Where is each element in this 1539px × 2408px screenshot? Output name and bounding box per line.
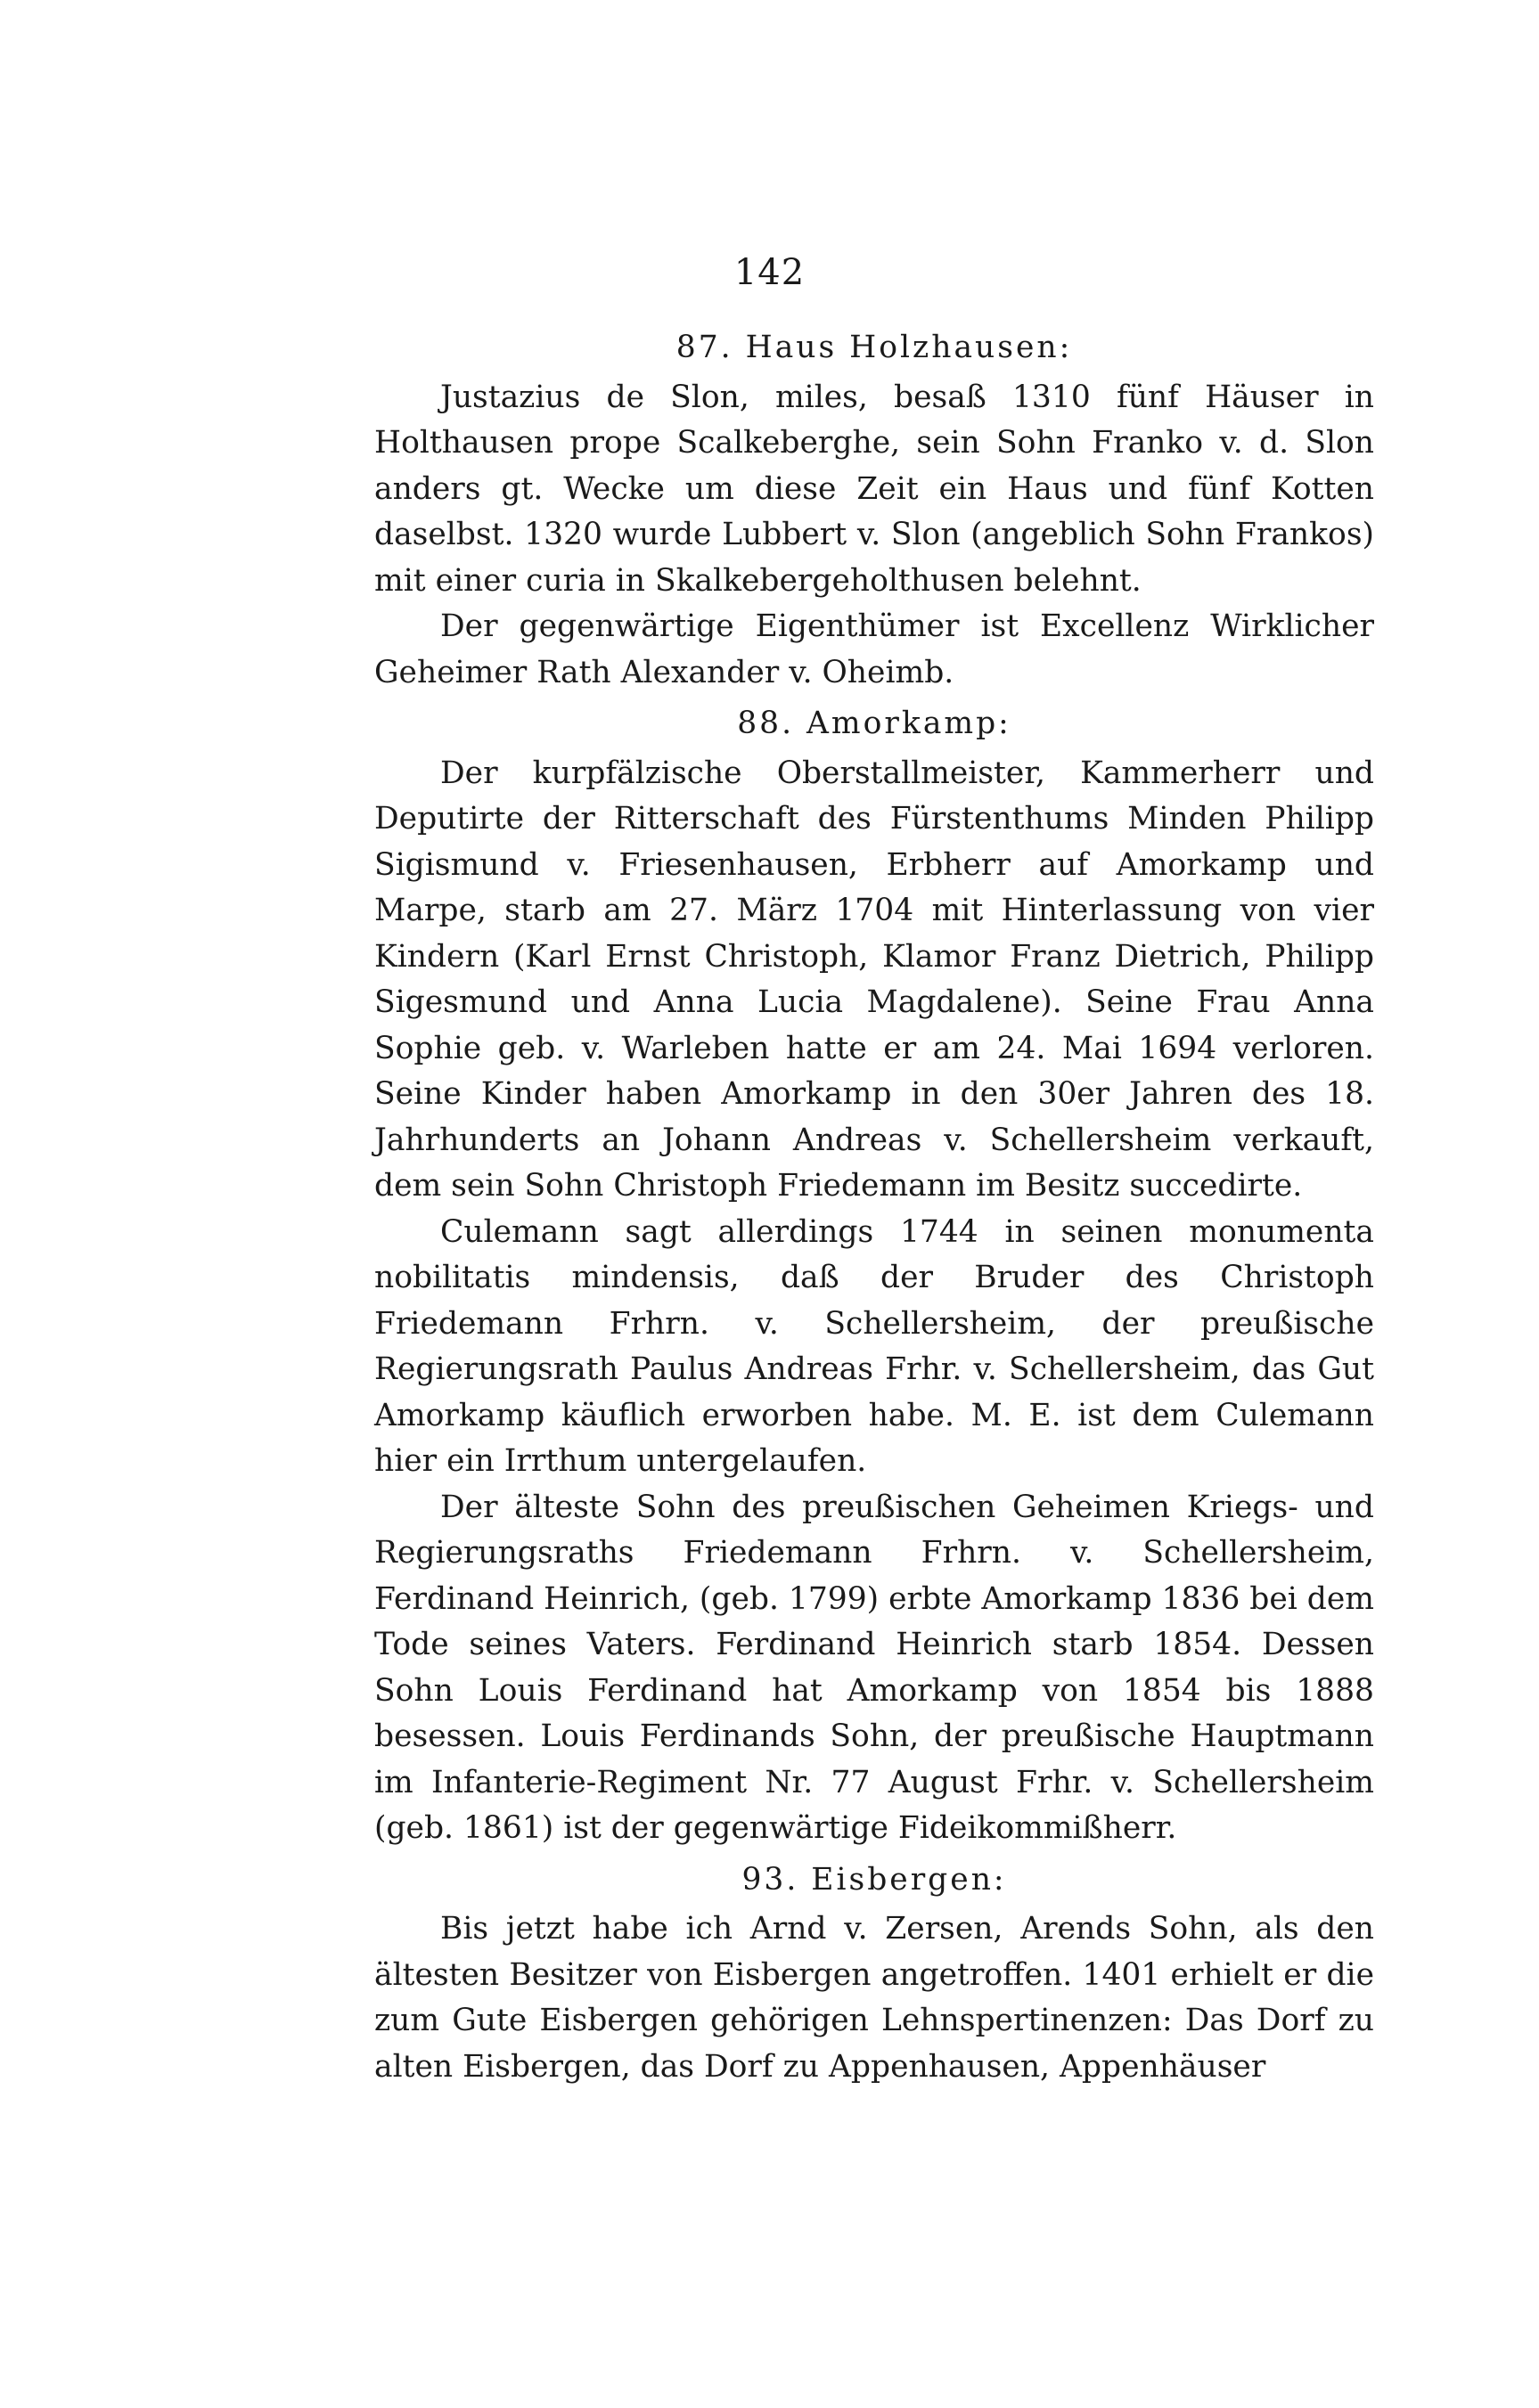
paragraph: Justazius de Slon, miles, besaß 1310 fünf Häuser in Holthausen prope Scalkeberghe, sein Sohn Franko v. d. Slon anders gt. Wecke um diese Zeit ein Haus und fünf Kotten daselbst. 1320 wurde Lubbert v. Slon (angeblich Sohn Frankos) mit einer curia in Skalkebergeholthusen belehnt.: [374, 379, 1374, 599]
page-number: 142: [733, 252, 806, 293]
paragraph: Der kurpfälzische Oberstallmeister, Kammerherr und Deputirte der Ritterschaft des Fürstenthums Minden Philipp Sigismund v. Friesenhausen, Erbherr auf Amorkamp und Marpe, starb am 27. März 1704 mit Hinterlassung von vier Kindern (Karl Ernst Christoph, Klamor Franz Dietrich, Philipp Sigesmund und Anna Lucia Magdalene). Seine Frau Anna Sophie geb. v. Warleben hatte er am 24. Mai 1694 verloren. Seine Kinder haben Amorkamp in den 30er Jahren des 18. Jahrhunderts an Johann Andreas v. Schellersheim verkauft, dem sein Sohn Christoph Friedemann im Besitz succedirte.: [374, 755, 1374, 1204]
section-heading: 88. Amorkamp:: [737, 706, 1011, 741]
section-eisbergen: [374, 1857, 1374, 2091]
section-haus-holzhausen: [374, 325, 1374, 696]
paragraph: Der gegenwärtige Eigenthümer ist Excellenz Wirklicher Geheimer Rath Alexander v. Oheimb.: [374, 608, 1374, 690]
section-amorkamp: [374, 701, 1374, 1852]
page-body: [374, 325, 1374, 2090]
section-heading: 87. Haus Holzhausen:: [675, 330, 1073, 365]
section-heading: 93. Eisbergen:: [741, 1861, 1007, 1898]
paragraph: Bis jetzt habe ich Arnd v. Zersen, Arends Sohn, als den ältesten Besitzer von Eisbergen angetroffen. 1401 erhielt er die zum Gute Eisbergen gehörigen Lehnspertinenzen: Das Dorf zu alten Eisbergen, das Dorf zu Appenhausen, Appenhäuser: [374, 1911, 1374, 2085]
paragraph: Culemann sagt allerdings 1744 in seinen monumenta nobilitatis mindensis, daß der Bruder des Christoph Friedemann Frhrn. v. Schellersheim, der preußische Regierungsrath Paulus Andreas Frhr. v. Schellersheim, das Gut Amorkamp käuflich erworben habe. M. E. ist dem Culemann hier ein Irrthum untergelaufen.: [374, 1213, 1374, 1479]
paragraph: Der älteste Sohn des preußischen Geheimen Kriegs- und Regierungsraths Friedemann Frhrn. v. Schellersheim, Ferdinand Heinrich, (geb. 1799) erbte Amorkamp 1836 bei dem Tode seines Vaters. Ferdinand Heinrich starb 1854. Dessen Sohn Louis Ferdinand hat Amorkamp von 1854 bis 1888 besessen. Louis Ferdinands Sohn, der preußische Hauptmann im Infanterie-Regiment Nr. 77 August Frhr. v. Schellersheim (geb. 1861) ist der gegenwärtige Fideikommißherr.: [374, 1489, 1374, 1846]
